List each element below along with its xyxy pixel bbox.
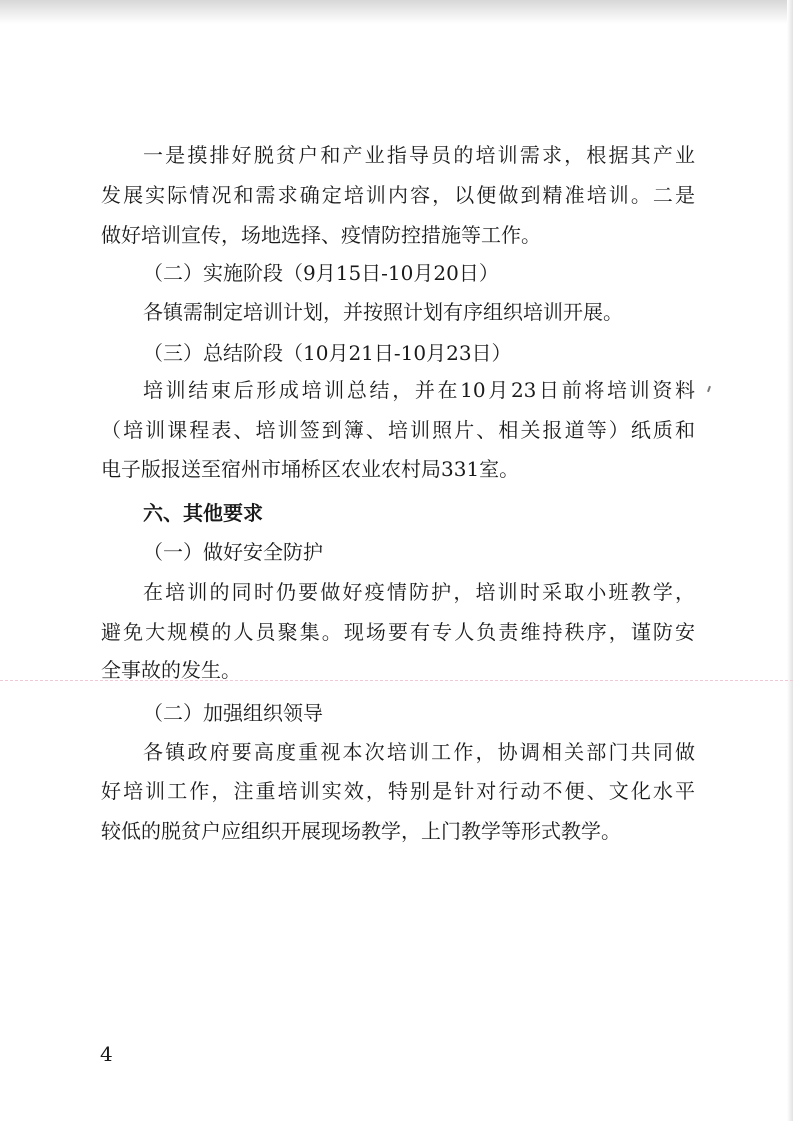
paragraph-line: 在培训的同时仍要做好疫情防护，培训时采取小班教学， bbox=[143, 580, 695, 604]
paragraph-line: 全事故的发生。 bbox=[101, 658, 241, 682]
page-number: 4 bbox=[100, 1042, 113, 1066]
scan-right-shadow bbox=[787, 0, 793, 1121]
paragraph-line: 好培训工作，注重培训实效，特别是针对行动不便、文化水平 bbox=[101, 779, 695, 803]
paragraph-line: 做好培训宣传，场地选择、疫情防控措施等工作。 bbox=[101, 223, 541, 247]
paragraph-line: 较低的脱贫户应组织开展现场教学，上门教学等形式教学。 bbox=[101, 819, 621, 843]
section-heading: （二）实施阶段（9月15日-10月20日） bbox=[143, 261, 499, 285]
chapter-heading: 六、其他要求 bbox=[143, 501, 263, 525]
section-heading: （二）加强组织领导 bbox=[143, 701, 323, 725]
paragraph-line: （培训课程表、培训签到簿、培训照片、相关报道等）纸质和 bbox=[101, 418, 695, 442]
paragraph-line: 各镇需制定培训计划，并按照计划有序组织培训开展。 bbox=[143, 300, 623, 324]
paragraph-line: 培训结束后形成培训总结，并在10月23日前将培训资料 bbox=[143, 378, 695, 402]
paragraph-line: 各镇政府要高度重视本次培训工作，协调相关部门共同做 bbox=[143, 740, 695, 764]
paragraph-line: 电子版报送至宿州市埇桥区农业农村局331室。 bbox=[101, 457, 520, 481]
paragraph-line: 避免大规模的人员聚集。现场要有专人负责维持秩序，谨防安 bbox=[101, 620, 695, 644]
scan-top-shadow bbox=[0, 0, 793, 24]
paragraph-line: 一是摸排好脱贫户和产业指导员的培训需求，根据其产业 bbox=[143, 143, 695, 167]
paragraph-line: 发展实际情况和需求确定培训内容，以便做到精准培训。二是 bbox=[101, 183, 695, 207]
stray-mark bbox=[707, 386, 711, 392]
section-heading: （三）总结阶段（10月21日-10月23日） bbox=[143, 341, 512, 365]
section-heading: （一）做好安全防护 bbox=[143, 540, 323, 564]
